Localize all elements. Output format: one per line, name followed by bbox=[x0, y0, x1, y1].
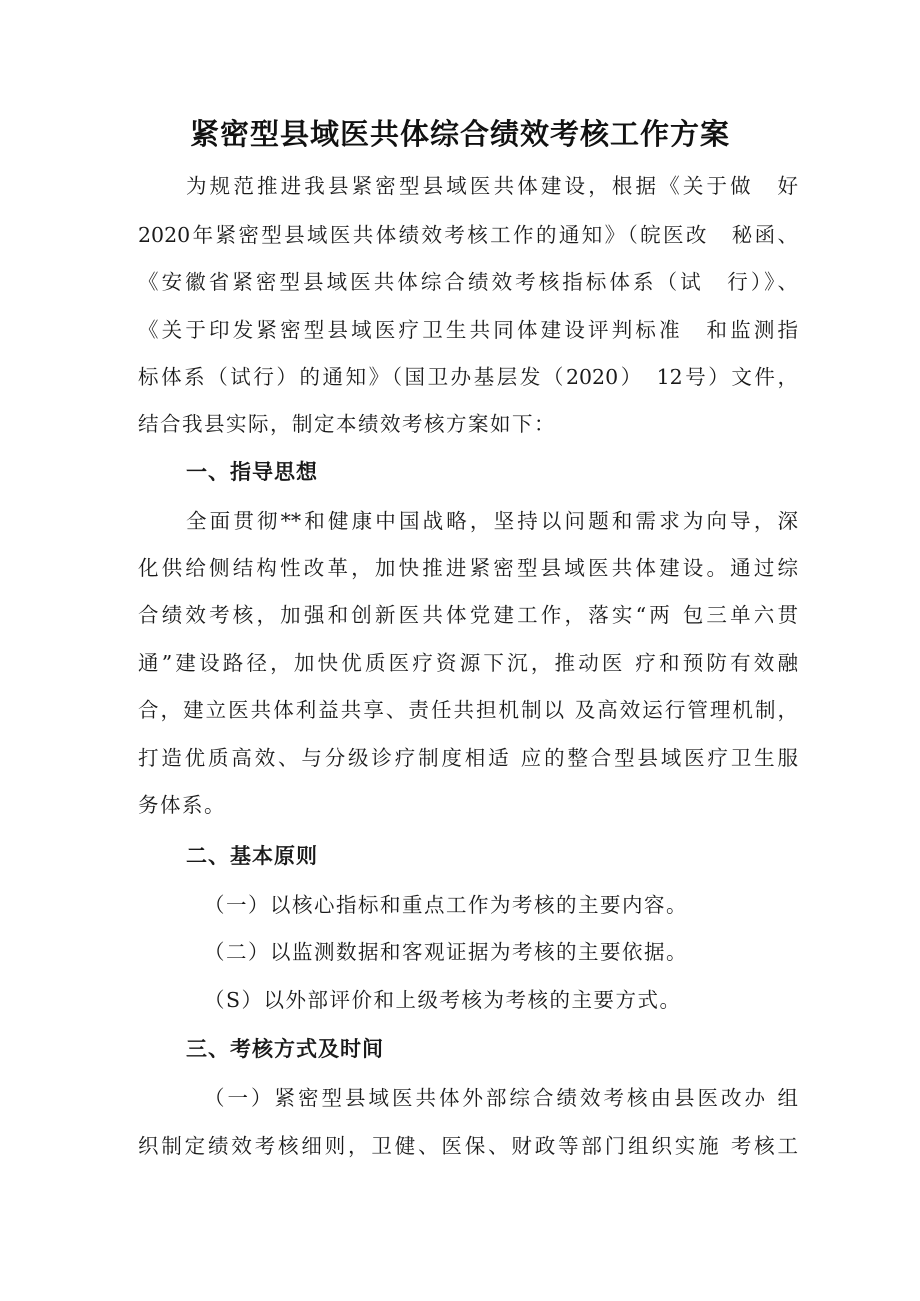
intro-line-1: 为规范推进我县紧密型县域医共体建设，根据《关于做 好 bbox=[186, 174, 798, 198]
section1-line-4: 通”建设路径，加快优质医疗资源下沉，推动医 疗和预防有效融 bbox=[138, 651, 798, 675]
section1-line-7: 务体系。 bbox=[138, 793, 226, 817]
intro-line-6: 结合我县实际，制定本绩效考核方案如下： bbox=[138, 412, 556, 436]
document-title: 紧密型县域医共体综合绩效考核工作方案 bbox=[189, 117, 730, 151]
section3-line-2: 织制定绩效考核细则，卫健、医保、财政等部门组织实施 考核工 bbox=[138, 1134, 798, 1158]
section3-line-1: （一）紧密型县域医共体外部综合绩效考核由县医改办 组 bbox=[204, 1086, 798, 1110]
section1-line-1: 全面贯彻**和健康中国战略，坚持以问题和需求为向导，深 bbox=[186, 509, 798, 533]
section1-line-2: 化供给侧结构性改革，加快推进紧密型县域医共体建设。通过综 bbox=[138, 556, 798, 580]
principle-item-1: （一）以核心指标和重点工作为考核的主要内容。 bbox=[204, 893, 688, 917]
section1-line-3: 合绩效考核，加强和创新医共体党建工作，落实“两 包三单六贯 bbox=[138, 603, 798, 627]
section1-line-6: 打造优质高效、与分级诊疗制度相适 应的整合型县域医疗卫生服 bbox=[138, 746, 798, 770]
principle-item-2: （二）以监测数据和客观证据为考核的主要依据。 bbox=[204, 940, 688, 964]
section-heading-method-and-time: 三、考核方式及时间 bbox=[186, 1037, 384, 1061]
section-heading-basic-principles: 二、基本原则 bbox=[186, 844, 318, 868]
intro-line-2: 2020年紧密型县域医共体绩效考核工作的通知》（皖医改 秘函、 bbox=[138, 223, 798, 247]
principle-item-3: （S）以外部评价和上级考核为考核的主要方式。 bbox=[204, 988, 682, 1012]
intro-line-3: 《安徽省紧密型县域医共体综合绩效考核指标体系（试 行）》、 bbox=[138, 270, 798, 294]
intro-line-4: 《关于印发紧密型县域医疗卫生共同体建设评判标准 和监测指 bbox=[138, 318, 798, 342]
intro-line-5: 标体系（试行）的通知》（国卫办基层发（2020） 12号）文件， bbox=[138, 365, 798, 389]
section1-line-5: 合，建立医共体利益共享、责任共担机制以 及高效运行管理机制， bbox=[138, 698, 798, 722]
section-heading-guiding-ideology: 一、指导思想 bbox=[186, 460, 318, 484]
